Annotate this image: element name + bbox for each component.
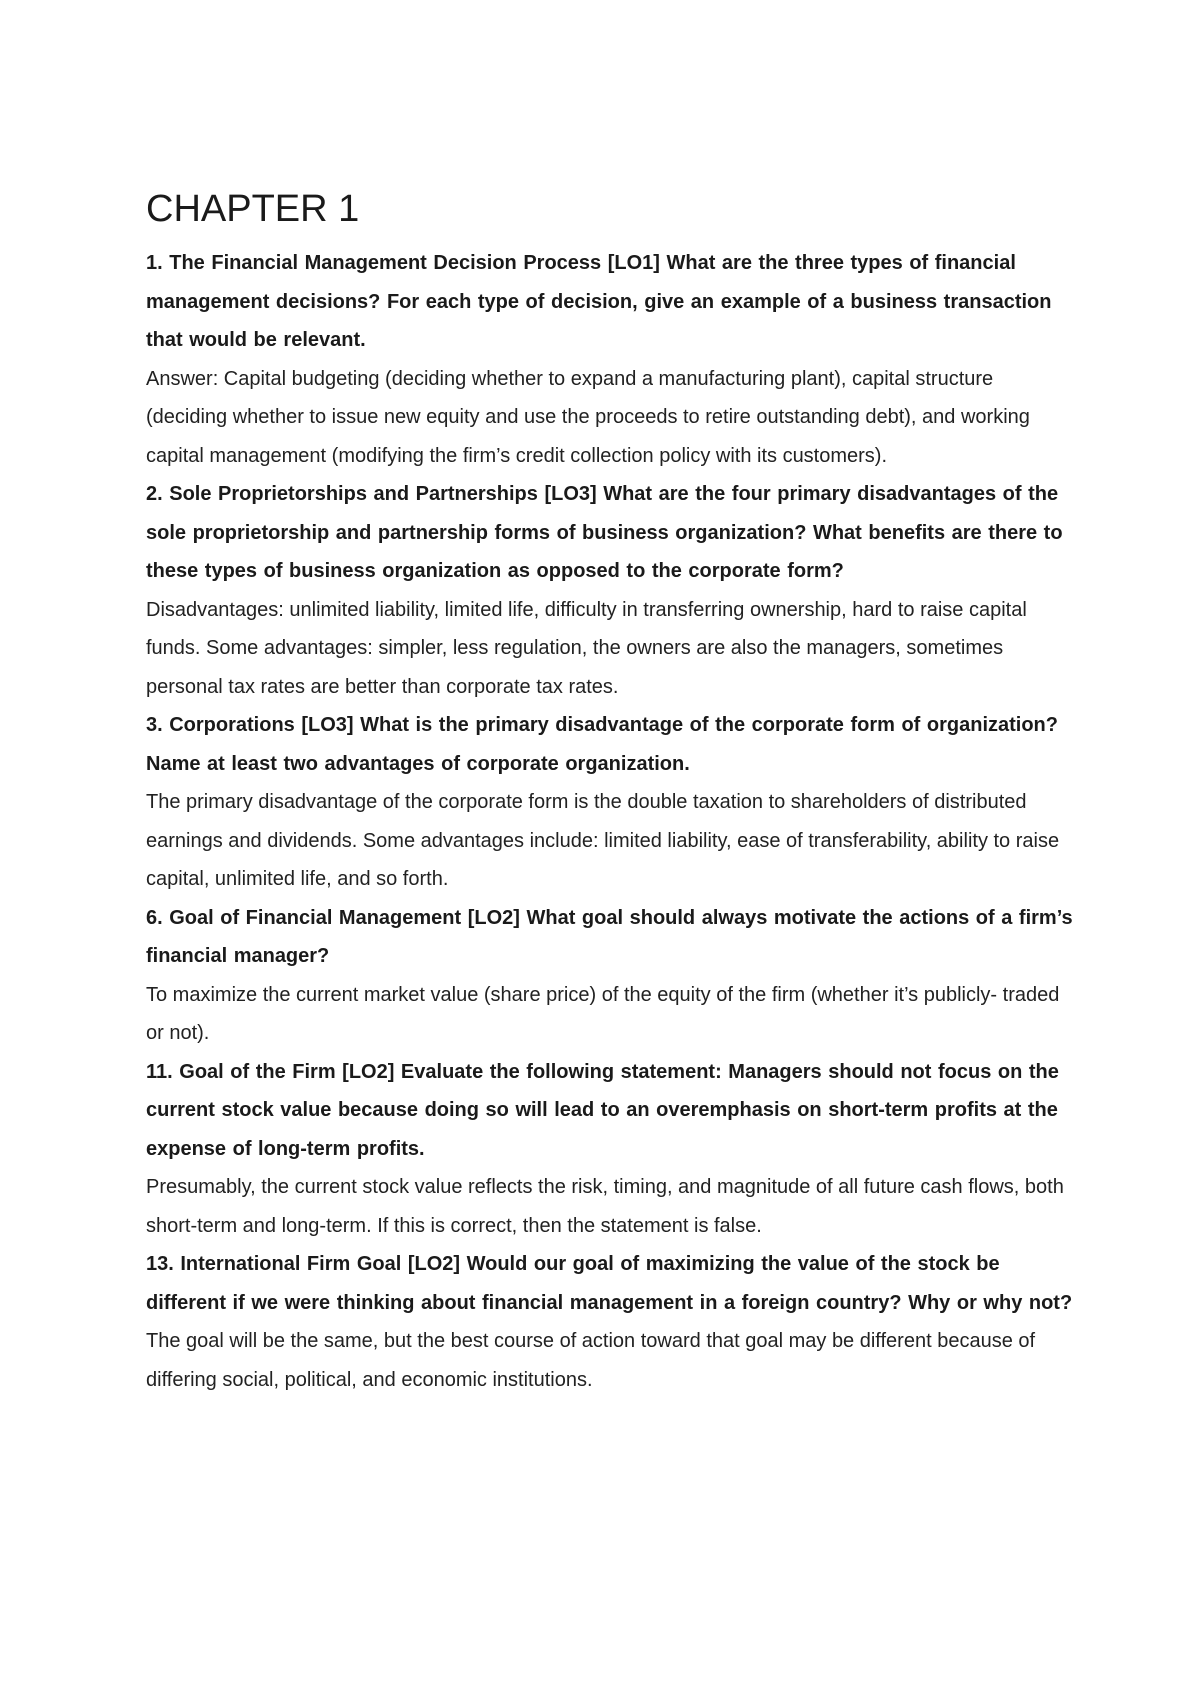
question-text: 3. Corporations [LO3] What is the primary disadvantage of the corporate form of organization? Name at least two advantages of corporate organization. <box>146 714 1058 775</box>
qa-item-6 <box>146 899 1076 1053</box>
qa-item-11 <box>146 1053 1076 1246</box>
answer-text: To maximize the current market value (share price) of the equity of the firm (whether it’s publicly- traded or not). <box>146 983 1060 1044</box>
document-page <box>146 186 1076 1399</box>
answer-text: The primary disadvantage of the corporate form is the double taxation to shareholders of distributed earnings and dividends. Some advantages include: limited liability, ease of transferability, ability to raise capital, unlimited life, and so forth. <box>146 791 1060 890</box>
qa-item-1 <box>146 244 1076 475</box>
qa-item-2 <box>146 475 1076 706</box>
question-text: 2. Sole Proprietorships and Partnerships [LO3] What are the four primary disadvantages of the sole proprietorship and partnership forms of business organization? What benefits are there to these types of business organization as opposed to the corporate form? <box>146 483 1063 582</box>
answer-text: Presumably, the current stock value reflects the risk, timing, and magnitude of all future cash flows, both short-term and long-term. If this is correct, then the statement is false. <box>146 1176 1064 1237</box>
answer-text: The goal will be the same, but the best course of action toward that goal may be different because of differing social, political, and economic institutions. <box>146 1330 1036 1391</box>
chapter-title: CHAPTER 1 <box>146 188 360 230</box>
question-text: 13. International Firm Goal [LO2] Would our goal of maximizing the value of the stock be different if we were thinking about financial management in a foreign country? Why or why not? <box>146 1253 1073 1314</box>
answer-text: Answer: Capital budgeting (deciding whether to expand a manufacturing plant), capital structure (deciding whether to issue new equity and use the proceeds to retire outstanding debt), and working capital management (modifying the firm’s credit collection policy with its customers). <box>146 367 1030 467</box>
qa-item-13 <box>146 1245 1076 1399</box>
question-text: 11. Goal of the Firm [LO2] Evaluate the following statement: Managers should not focus on the current stock value because doing so will lead to an overemphasis on short-term profits at the expense of long-term profits. <box>146 1060 1059 1160</box>
answer-text: Disadvantages: unlimited liability, limited life, difficulty in transferring ownership, hard to raise capital funds. Some advantages: simpler, less regulation, the owners are also the managers, sometimes personal tax rates are better than corporate tax rates. <box>146 598 1027 698</box>
question-text: 6. Goal of Financial Management [LO2] What goal should always motivate the actions of a firm’s financial manager? <box>146 906 1073 967</box>
question-text: 1. The Financial Management Decision Process [LO1] What are the three types of financial management decisions? For each type of decision, give an example of a business transaction that would be relevant. <box>146 252 1052 351</box>
qa-item-3 <box>146 706 1076 899</box>
